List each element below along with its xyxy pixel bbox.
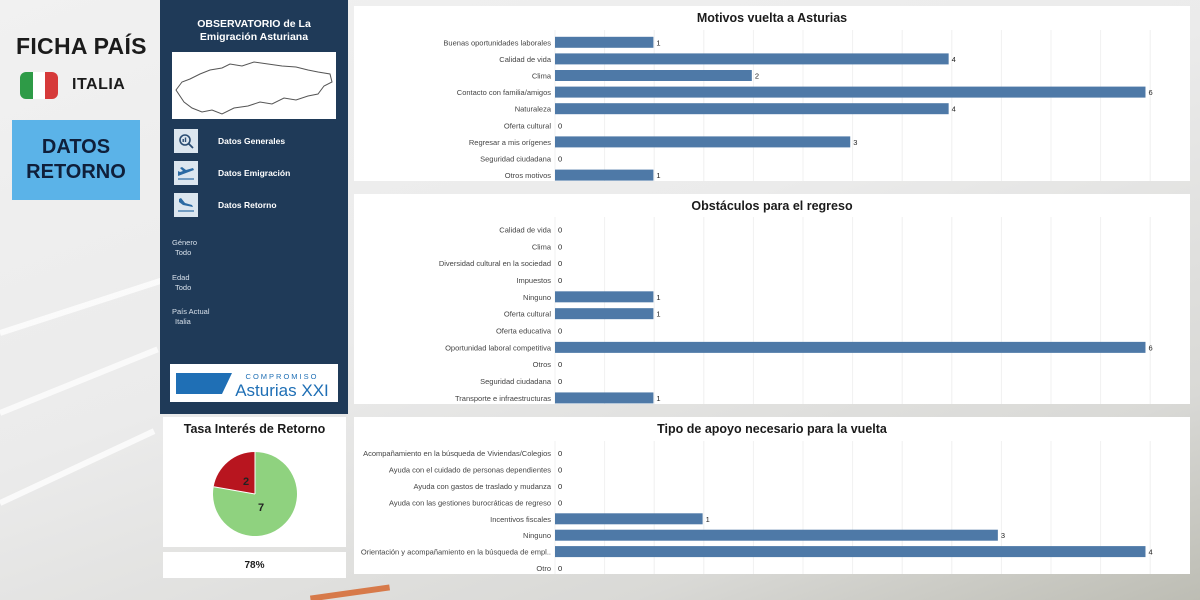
filter-value: Italia bbox=[175, 317, 191, 326]
data-label: 0 bbox=[558, 449, 563, 459]
data-label: 0 bbox=[558, 360, 563, 370]
data-label: 0 bbox=[558, 564, 563, 573]
bar bbox=[555, 103, 949, 114]
rate-panel bbox=[163, 552, 346, 578]
category-label: Oferta educativa bbox=[495, 326, 551, 336]
sidebar-title bbox=[160, 18, 348, 44]
category-label: Orientación y acompañamiento en la búsqueda de empl.. bbox=[360, 547, 551, 557]
data-label: 0 bbox=[558, 482, 563, 491]
category-label: Naturaleza bbox=[514, 104, 551, 114]
category-label: Ninguno bbox=[523, 531, 551, 541]
category-label: Otros bbox=[532, 360, 551, 370]
bar bbox=[555, 392, 653, 403]
bar bbox=[555, 513, 703, 524]
chart-title: Motivos vuelta a Asturias bbox=[696, 11, 848, 25]
data-label: 1 bbox=[656, 393, 661, 403]
category-label: Impuestos bbox=[516, 275, 551, 285]
data-label: 1 bbox=[705, 514, 710, 524]
data-label: 1 bbox=[656, 309, 661, 319]
category-label: Acompañamiento en la búsqueda de Viviendas/Colegios bbox=[363, 449, 551, 459]
asturias-map bbox=[172, 52, 336, 119]
filter-label: Género bbox=[172, 238, 198, 247]
category-label: Otro bbox=[536, 564, 551, 573]
category-label: Seguridad ciudadana bbox=[480, 377, 551, 387]
data-label: 1 bbox=[656, 292, 661, 302]
filter-value: Todo bbox=[175, 248, 192, 257]
chart-panel-obstaculos bbox=[354, 194, 1190, 404]
flag-stripe-red bbox=[45, 72, 58, 99]
plane-departure-icon bbox=[174, 161, 198, 185]
italy-flag-icon bbox=[20, 72, 58, 99]
data-label: 0 bbox=[558, 154, 563, 164]
data-label: 1 bbox=[656, 38, 661, 48]
bar bbox=[555, 170, 653, 181]
chart-panel-motivos bbox=[354, 6, 1190, 181]
category-label: Oferta cultural bbox=[503, 309, 551, 319]
category-label: Buenas oportunidades laborales bbox=[443, 38, 551, 48]
chart-title: Tasa Interés de Retorno bbox=[183, 422, 326, 436]
category-label: Diversidad cultural en la sociedad bbox=[438, 259, 551, 269]
category-label: Regresar a mis orígenes bbox=[468, 137, 551, 147]
bar bbox=[555, 87, 1145, 98]
category-label: Calidad de vida bbox=[499, 225, 551, 235]
pie-label: 2 bbox=[242, 476, 250, 488]
pie-label: 7 bbox=[257, 502, 265, 514]
background-stripe bbox=[0, 428, 155, 505]
filter-value: Todo bbox=[175, 283, 192, 292]
category-label: Oportunidad laboral competitiva bbox=[445, 343, 551, 353]
data-label: 3 bbox=[1000, 531, 1006, 541]
section-badge-line1: DATOS bbox=[41, 136, 111, 158]
bar bbox=[555, 291, 653, 302]
magnifier-chart-icon bbox=[174, 129, 198, 153]
filter-edad[interactable] bbox=[172, 273, 191, 293]
category-label: Transporte e infraestructuras bbox=[454, 393, 551, 403]
flag-stripe-white bbox=[33, 72, 46, 99]
data-label: 0 bbox=[558, 259, 563, 269]
data-label: 0 bbox=[558, 326, 563, 336]
background-stripe bbox=[0, 278, 163, 336]
nav-datos-retorno[interactable] bbox=[174, 193, 277, 217]
nav-datos-emigracion[interactable] bbox=[174, 161, 290, 185]
data-label: 0 bbox=[558, 465, 563, 475]
section-badge bbox=[12, 120, 140, 200]
country-name: ITALIA bbox=[72, 76, 126, 93]
data-label: 4 bbox=[1148, 547, 1153, 557]
compromiso-asturias-logo[interactable] bbox=[170, 364, 338, 402]
filter-genero[interactable] bbox=[172, 238, 197, 258]
background-stripe bbox=[0, 347, 159, 416]
retorno-rate-value: 78% bbox=[244, 560, 265, 571]
data-label: 2 bbox=[754, 71, 759, 81]
bar-chart-apoyo bbox=[354, 417, 1190, 574]
bar bbox=[555, 70, 752, 81]
filter-label: País Actual bbox=[172, 307, 210, 316]
pie-chart-retorno bbox=[163, 417, 346, 547]
nav-datos-generales[interactable] bbox=[174, 129, 285, 153]
flag-stripe-green bbox=[20, 72, 33, 99]
category-label: Seguridad ciudadana bbox=[480, 154, 551, 164]
category-label: Ayuda con gastos de traslado y mudanza bbox=[413, 482, 551, 491]
nav-label: Datos Emigración bbox=[218, 168, 291, 178]
bar bbox=[555, 342, 1145, 353]
data-label: 4 bbox=[951, 104, 956, 114]
nav-label: Datos Generales bbox=[218, 136, 286, 146]
nav-label: Datos Retorno bbox=[218, 200, 277, 210]
data-label: 0 bbox=[558, 121, 563, 131]
category-label: Ayuda con el cuidado de personas dependientes bbox=[388, 465, 551, 475]
data-label: 0 bbox=[558, 242, 563, 252]
page-title: FICHA PAÍS bbox=[16, 33, 147, 59]
compromiso-logo-icon bbox=[170, 364, 338, 402]
plane-arrival-icon bbox=[174, 193, 198, 217]
data-label: 3 bbox=[853, 137, 858, 147]
logo-line2: Asturias XXI bbox=[235, 381, 329, 400]
bar bbox=[555, 53, 949, 64]
data-label: 4 bbox=[951, 54, 956, 64]
asturias-map-outline-icon bbox=[172, 52, 336, 119]
data-label: 0 bbox=[558, 498, 563, 508]
sidebar-title-line2: Emigración Asturiana bbox=[199, 31, 309, 43]
bar bbox=[555, 546, 1145, 557]
bar bbox=[555, 308, 653, 319]
sidebar-title-line1: OBSERVATORIO de La bbox=[197, 18, 311, 30]
category-label: Clima bbox=[531, 242, 551, 252]
section-badge-line2: RETORNO bbox=[26, 161, 126, 183]
data-label: 1 bbox=[656, 171, 661, 181]
bar bbox=[555, 37, 653, 48]
category-label: Calidad de vida bbox=[499, 54, 551, 64]
filter-label: Edad bbox=[172, 273, 190, 282]
category-label: Contacto con familia/amigos bbox=[456, 88, 551, 98]
data-label: 6 bbox=[1148, 88, 1153, 98]
category-label: Clima bbox=[531, 71, 551, 81]
bar bbox=[555, 136, 850, 147]
data-label: 0 bbox=[558, 225, 563, 235]
pie-panel bbox=[163, 417, 346, 547]
category-label: Ayuda con las gestiones burocráticas de regreso bbox=[388, 498, 551, 508]
category-label: Incentivos fiscales bbox=[490, 514, 551, 524]
background-stripe bbox=[310, 584, 390, 600]
bar-chart-motivos bbox=[354, 6, 1190, 181]
bar-chart-obstaculos bbox=[354, 194, 1190, 404]
data-label: 6 bbox=[1148, 343, 1153, 353]
category-label: Oferta cultural bbox=[503, 121, 551, 131]
category-label: Ninguno bbox=[523, 292, 551, 302]
data-label: 0 bbox=[558, 377, 563, 387]
bar bbox=[555, 530, 998, 541]
category-label: Otros motivos bbox=[504, 171, 551, 181]
chart-title: Obstáculos para el regreso bbox=[691, 199, 853, 213]
chart-panel-apoyo bbox=[354, 417, 1190, 574]
sidebar bbox=[160, 0, 348, 414]
chart-title: Tipo de apoyo necesario para la vuelta bbox=[657, 422, 887, 436]
filter-pais-actual[interactable] bbox=[172, 307, 210, 327]
logo-line1: COMPROMISO bbox=[245, 372, 319, 381]
data-label: 0 bbox=[558, 275, 563, 285]
